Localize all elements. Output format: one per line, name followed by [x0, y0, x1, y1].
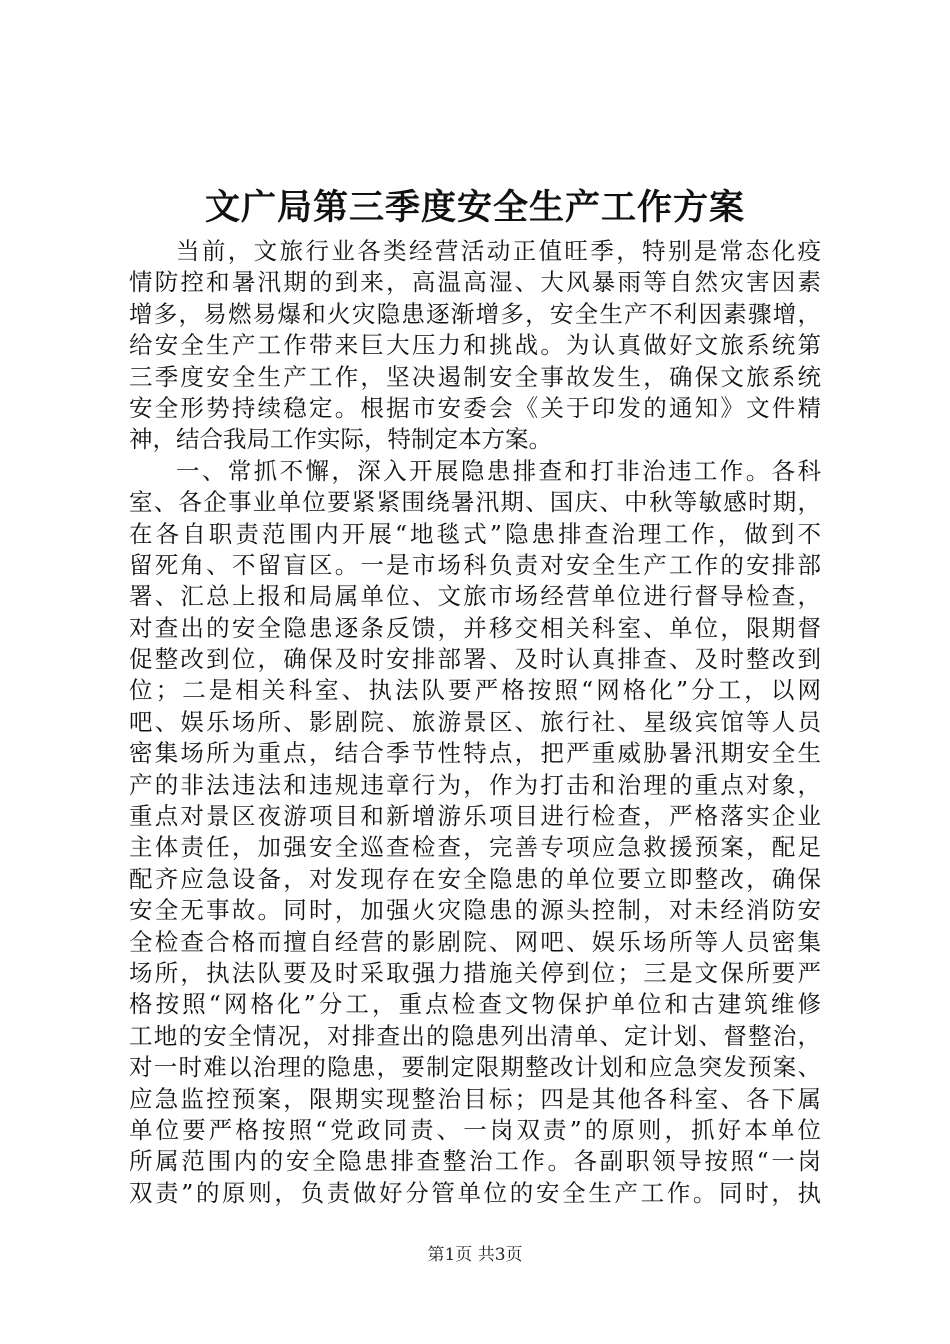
document-title: 文广局第三季度安全生产工作方案	[204, 187, 745, 228]
text-line: 双责”的原则，负责做好分管单位的安全生产工作。同时，执	[129, 1178, 821, 1207]
text-line: 位；二是相关科室、执法队要严格按照“网格化”分工，以网	[129, 676, 821, 705]
text-line: 室、各企事业单位要紧紧围绕暑汛期、国庆、中秋等敏感时期，	[129, 488, 821, 517]
text-line: 情防控和暑汛期的到来，高温高湿、大风暴雨等自然灾害因素	[129, 268, 821, 297]
text-line: 对查出的安全隐患逐条反馈，并移交相关科室、单位，限期督	[129, 613, 821, 642]
text-line: 所属范围内的安全隐患排查整治工作。各副职领导按照“一岗	[129, 1147, 821, 1176]
text-line: 密集场所为重点，结合季节性特点，把严重威胁暑汛期安全生	[129, 739, 821, 768]
paragraph-intro	[129, 236, 821, 456]
text-line: 应急监控预案，限期实现整治目标；四是其他各科室、各下属	[129, 1084, 821, 1113]
text-line: 全检查合格而擅自经营的影剧院、网吧、娱乐场所等人员密集	[129, 927, 821, 956]
text-line: 格按照“网格化”分工，重点检查文物保护单位和古建筑维修	[129, 990, 821, 1019]
text-line: 产的非法违法和违规违章行为，作为打击和治理的重点对象，	[129, 770, 821, 799]
text-line: 安全形势持续稳定。根据市安委会《关于印发的通知》文件精	[129, 393, 821, 422]
text-line: 增多，易燃易爆和火灾隐患逐渐增多，安全生产不利因素骤增，	[129, 299, 821, 328]
text-line: 促整改到位，确保及时安排部署、及时认真排查、及时整改到	[129, 645, 821, 674]
text-line: 留死角、不留盲区。一是市场科负责对安全生产工作的安排部	[129, 550, 821, 579]
text-line: 一、常抓不懈，深入开展隐患排查和打非治违工作。各科	[176, 456, 821, 485]
text-line: 署、汇总上报和局属单位、文旅市场经营单位进行督导检查，	[129, 582, 821, 611]
page-number-footer: 第1页 共3页	[427, 1245, 523, 1265]
text-line: 神，结合我局工作实际，特制定本方案。	[129, 425, 552, 454]
text-line: 配齐应急设备，对发现存在安全隐患的单位要立即整改，确保	[129, 864, 821, 893]
text-line: 工地的安全情况，对排查出的隐患列出清单、定计划、督整治，	[129, 1021, 821, 1050]
text-line: 场所，执法队要及时采取强力措施关停到位；三是文保所要严	[129, 958, 821, 987]
text-line: 安全无事故。同时，加强火灾隐患的源头控制，对未经消防安	[129, 896, 821, 925]
text-line: 三季度安全生产工作，坚决遏制安全事故发生，确保文旅系统	[129, 362, 821, 391]
text-line: 重点对景区夜游项目和新增游乐项目进行检查，严格落实企业	[129, 802, 821, 831]
text-line: 单位要严格按照“党政同责、一岗双责”的原则，抓好本单位	[129, 1115, 821, 1144]
text-line: 主体责任，加强安全巡查检查，完善专项应急救援预案，配足	[129, 833, 821, 862]
text-line: 给安全生产工作带来巨大压力和挑战。为认真做好文旅系统第	[129, 331, 821, 360]
paragraph-section-one	[129, 456, 821, 1209]
text-line: 当前，文旅行业各类经营活动正值旺季，特别是常态化疫	[176, 237, 821, 265]
text-line: 对一时难以治理的隐患，要制定限期整改计划和应急突发预案、	[129, 1053, 821, 1082]
text-line: 在各自职责范围内开展“地毯式”隐患排查治理工作，做到不	[129, 519, 821, 548]
document-body	[129, 236, 821, 1209]
text-line: 吧、娱乐场所、影剧院、旅游景区、旅行社、星级宾馆等人员	[129, 707, 821, 736]
